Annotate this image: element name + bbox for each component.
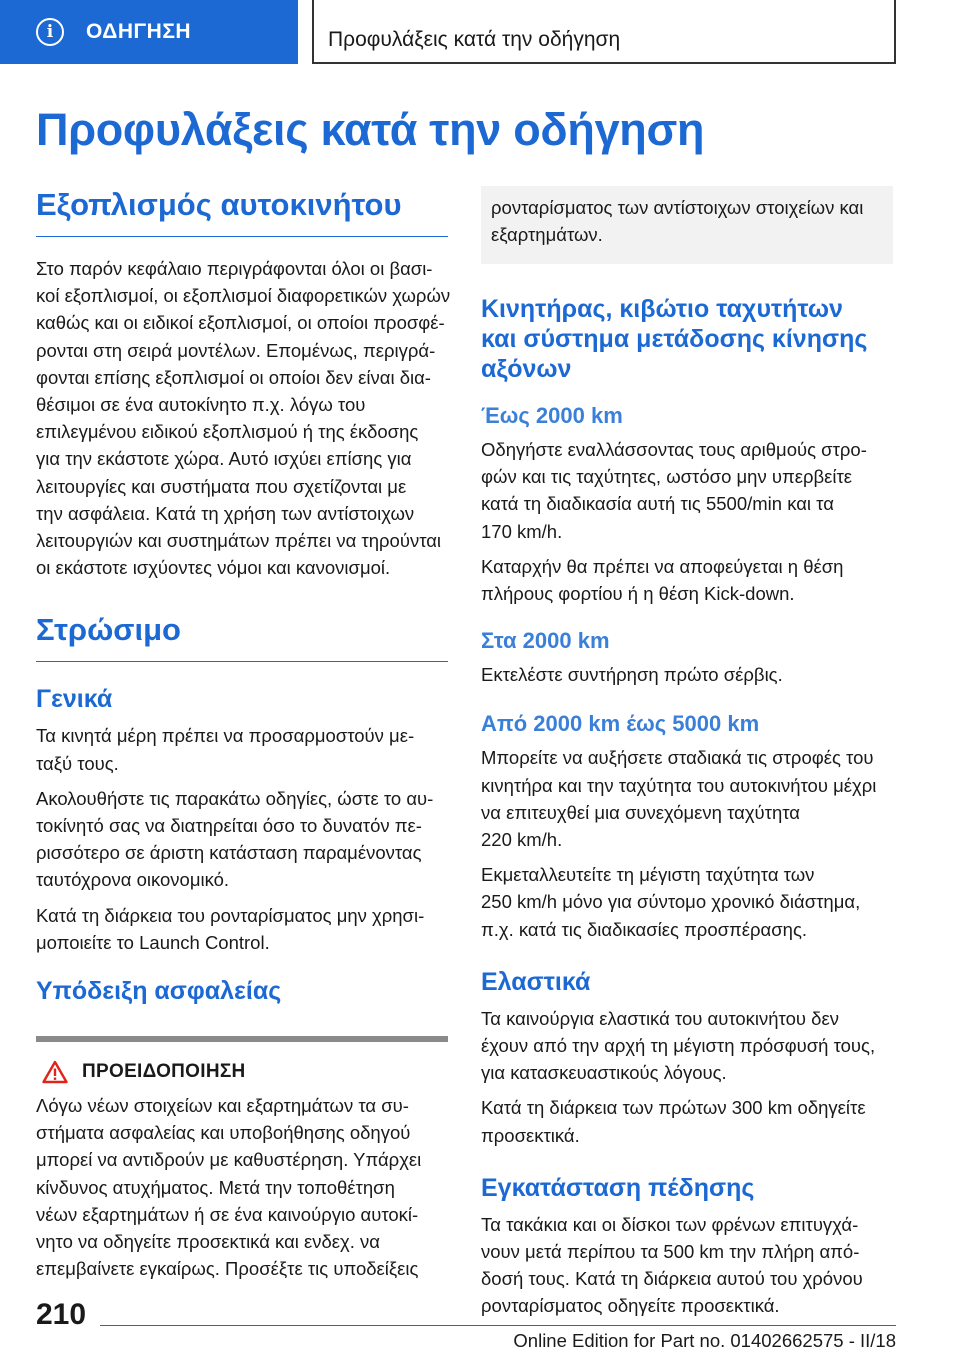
heading-equipment: Εξοπλισμός αυτοκινήτου bbox=[36, 186, 448, 237]
paragraph-equipment bbox=[36, 255, 451, 581]
text-line: αξόνων bbox=[481, 355, 572, 383]
text-line: εξαρτημάτων. bbox=[491, 224, 603, 246]
text-line: 170 km/h. bbox=[481, 520, 563, 542]
text-line: Κινητήρας, κιβώτιο ταχυτήτων bbox=[481, 295, 843, 323]
paragraph-breakin-2 bbox=[36, 785, 448, 894]
text-line: ταυτόχρονα οικονομικό. bbox=[36, 869, 230, 891]
warning-continuation-box bbox=[481, 186, 893, 264]
warning-box bbox=[36, 1036, 448, 1304]
paragraph-breakin-3 bbox=[36, 902, 448, 956]
text-line: Εκμεταλλευτείτε τη μέγιστη ταχύτητα των bbox=[481, 864, 815, 886]
text-line: νουν μετά περίπου τα 500 km την πλήρη από- bbox=[481, 1241, 860, 1263]
heading-tires: Ελαστικά bbox=[481, 967, 591, 996]
text-line: π.χ. κατά τις διαδικασίες προσπέρασης. bbox=[481, 918, 808, 940]
breadcrumb bbox=[312, 0, 896, 64]
paragraph-brakes-1 bbox=[481, 1211, 893, 1320]
info-icon: i bbox=[36, 18, 64, 46]
text-line: Λόγω νέων στοιχείων και εξαρτημάτων τα συ- bbox=[36, 1095, 409, 1117]
text-line: κινητήρα και την ταχύτητα του αυτοκινήτου μέχρι bbox=[481, 774, 877, 796]
text-line: ταξύ τους. bbox=[36, 752, 119, 774]
heading-safety: Υπόδειξη ασφαλείας bbox=[36, 977, 282, 1006]
text-line: να επιτευχθεί μια συνεχόμενη ταχύτητα bbox=[481, 801, 801, 823]
text-line: στήματα ασφαλείας και υποβοήθησης οδηγού bbox=[36, 1122, 411, 1144]
heading-from-2000: Από 2000 km έως 5000 km bbox=[481, 711, 760, 737]
heading-engine bbox=[481, 294, 893, 384]
text-line: κίνδυνος ατυχήματος. Μετά την τοποθέτηση bbox=[36, 1176, 395, 1198]
text-line: για κατασκευαστικούς λόγους. bbox=[481, 1062, 727, 1084]
text-line: κοί εξοπλισμοί, οι εξοπλισμοί διαφορετικών χωρών bbox=[36, 285, 451, 307]
right-column bbox=[481, 186, 893, 1328]
text-line: λειτουργιών και συστημάτων πρέπει να τηρούνται bbox=[36, 530, 442, 552]
text-line: Οδηγήστε εναλλάσσοντας τους αριθμούς στρο- bbox=[481, 439, 867, 460]
warning-triangle-icon bbox=[42, 1060, 68, 1084]
text-line: προσεκτικά. bbox=[481, 1124, 580, 1146]
left-column bbox=[36, 186, 451, 1304]
text-line: ρονταρίσματος οδηγείτε προσεκτικά. bbox=[481, 1295, 780, 1317]
warning-title: ΠΡΟΕΙΔΟΠΟΙΗΣΗ bbox=[82, 1061, 246, 1083]
text-line: και σύστημα μετάδοσης κίνησης bbox=[481, 325, 868, 353]
text-line: Τα τακάκια και οι δίσκοι των φρένων επιτυγχά- bbox=[481, 1213, 859, 1235]
warning-text bbox=[36, 1092, 448, 1282]
text-line: κατά τη διαδικασία αυτή τις 5500/min και τα bbox=[481, 493, 834, 515]
text-line: δοσή τους. Κατά τη διάρκεια αυτού του χρόνου bbox=[481, 1268, 863, 1290]
heading-upto-2000: Έως 2000 km bbox=[481, 403, 623, 428]
text-line: Κατά τη διάρκεια των πρώτων 300 km οδηγείτε bbox=[481, 1097, 866, 1119]
text-line: Εκτελέστε συντήρηση πρώτο σέρβις. bbox=[481, 664, 783, 686]
heading-brakes: Εγκατάσταση πέδησης bbox=[481, 1173, 755, 1202]
text-line: Τα καινούργια ελαστικά του αυτοκινήτου δεν bbox=[481, 1007, 839, 1029]
text-line: Μπορείτε να αυξήσετε σταδιακά τις στροφές του bbox=[481, 747, 874, 769]
text-line: ρονται στη σειρά μοντέλων. Επομένως, περιγρά- bbox=[36, 339, 436, 361]
heading-breakin: Στρώσιμο bbox=[36, 611, 448, 662]
paragraph-breakin-1 bbox=[36, 722, 448, 776]
text-line: την ασφάλεια. Κατά τη χρήση των αντίστοιχων bbox=[36, 502, 415, 524]
breadcrumb-text: Προφυλάξεις κατά την οδήγηση bbox=[328, 28, 621, 51]
text-line: φονται επίσης εξοπλισμοί οι οποίοι δεν είναι δια- bbox=[36, 366, 431, 388]
paragraph-at-1 bbox=[481, 661, 893, 688]
text-line: Καταρχήν θα πρέπει να αποφεύγεται η θέση bbox=[481, 555, 844, 577]
text-line: Τα κινητά μέρη πρέπει να προσαρμοστούν με- bbox=[36, 725, 415, 747]
text-line: Ακολουθήστε τις παρακάτω οδηγίες, ώστε το αυ- bbox=[36, 787, 434, 809]
paragraph-upto-1 bbox=[481, 436, 893, 545]
footer-divider bbox=[100, 1325, 896, 1326]
text-line: έχουν από την αρχή τη μέγιστη πρόσφυσή τους, bbox=[481, 1035, 876, 1057]
paragraph-tires-1 bbox=[481, 1005, 893, 1087]
text-line: τοκίνητό σας να διατηρείται όσο το δυνατόν πε- bbox=[36, 815, 422, 837]
text-line: λειτουργίες και συστήματα που σχετίζονται με bbox=[36, 475, 407, 497]
text-line: 220 km/h. bbox=[481, 829, 563, 851]
text-line: επεμβαίνετε εγκαίρως. Προσέξτε τις υποδείξεις bbox=[36, 1258, 419, 1280]
heading-general: Γενικά bbox=[36, 685, 113, 714]
section-tab[interactable] bbox=[0, 0, 298, 64]
text-line: πλήρους φορτίου ή η θέση Kick-down. bbox=[481, 583, 795, 605]
paragraph-tires-2 bbox=[481, 1094, 893, 1148]
paragraph-from-2 bbox=[481, 861, 893, 943]
text-line: ρισσότερο σε άριστη κατάσταση παραμένοντας bbox=[36, 842, 422, 864]
text-line: μπορεί να αντιδρούν με καθυστέρηση. Υπάρχει bbox=[36, 1149, 422, 1171]
text-line: για την εκάστοτε χώρα. Αυτό ισχύει επίσης για bbox=[36, 448, 412, 470]
page-title: Προφυλάξεις κατά την οδήγηση bbox=[36, 104, 705, 155]
paragraph-from-1 bbox=[481, 744, 893, 853]
footer-edition: Online Edition for Part no. 01402662575 - II/18 bbox=[513, 1330, 896, 1351]
section-label: ΟΔΗΓΗΣΗ bbox=[86, 20, 192, 43]
warning-header bbox=[36, 1060, 448, 1084]
text-line: Κατά τη διάρκεια του ρονταρίσματος μην χρησι- bbox=[36, 904, 425, 926]
text-line: 250 km/h μόνο για σύντομο χρονικό διάστημα, bbox=[481, 891, 861, 913]
text-line: ρονταρίσματος των αντίστοιχων στοιχείων και bbox=[491, 197, 864, 218]
heading-at-2000: Στα 2000 km bbox=[481, 628, 610, 654]
text-line: θέσιμοι σε ένα αυτοκίνητο π.χ. λόγω του bbox=[36, 394, 366, 416]
text-line: Στο παρόν κεφάλαιο περιγράφονται όλοι οι βασι- bbox=[36, 258, 433, 279]
page-number: 210 bbox=[36, 1298, 87, 1331]
text-line: νητο να οδηγείτε προσεκτικά και ενδεχ. να bbox=[36, 1231, 380, 1253]
text-line: νέων εξαρτημάτων ή σε ένα καινούργιο αυτοκί- bbox=[36, 1203, 419, 1225]
text-line: επιλεγμένου ειδικού εξοπλισμού ή της έκδοσης bbox=[36, 421, 419, 443]
paragraph-upto-2 bbox=[481, 553, 893, 607]
text-line: καθώς και οι ειδικοί εξοπλισμοί, οι οποίοι προσφέ- bbox=[36, 312, 445, 334]
text-line: οι εκάστοτε ισχύοντες νόμοι και κανονισμοί. bbox=[36, 557, 391, 579]
text-line: φών και τις ταχύτητες, ωστόσο μην υπερβείτε bbox=[481, 466, 853, 488]
text-line: μοποιείτε το Launch Control. bbox=[36, 931, 270, 953]
warning-continuation-text bbox=[491, 194, 883, 248]
